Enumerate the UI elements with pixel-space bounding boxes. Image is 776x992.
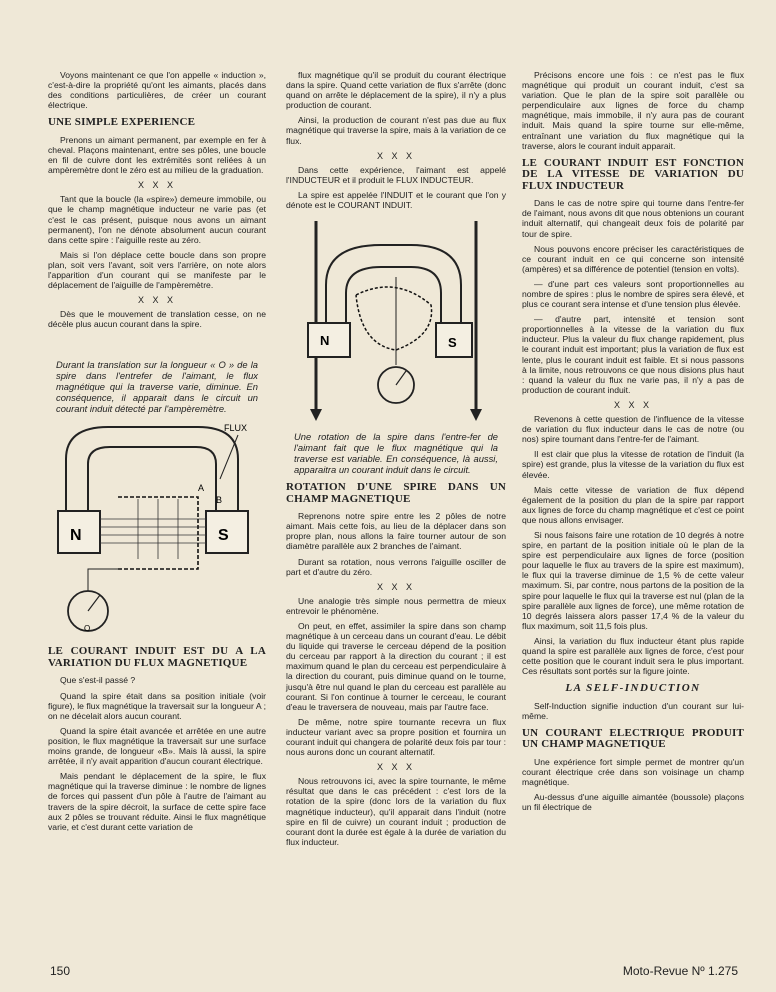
column-1 xyxy=(48,70,266,837)
pole-S-label: S xyxy=(218,527,229,545)
paragraph: Mais si l'on déplace cette boucle dans son propre plan, soit vers l'avant, soit vers l'arrière, on note alors l'apparition d'un courant qui se manifeste par le déplacement de l'aiguille de l'ampèremètre. xyxy=(48,249,266,291)
paragraph: — d'une part ces valeurs sont proportionnelles au nombre de spires : plus le nombre de spires sera élevé, et plus ce courant sera intense et d'une tension plus élevée. xyxy=(522,278,744,310)
paragraph: On peut, en effet, assimiler la spire dans son champ magnétique à un cerceau dans un courant d'eau. Le débit du liquide qui traverse le cerceau dépend de la position du cerceau par rapport à la direction du courant ; il est maximum quand le plan du cerceau est perpendiculaire à la direction du courant, puis diminue quand on le tourne, jusqu'à être nul quand le plan du cerceau est parallèle au courant. Si l'on continue à tourner le cerceau, le courant d'eau le traversera de nouveau, mais par l'autre face. xyxy=(286,620,506,712)
paragraph: — d'autre part, intensité et tension sont proportionnelles à la vitesse de la variation du flux inducteur. Plus la valeur du flux change rapidement, plus le courant induit est important; plus la variation de flux est lente, plus le courant induit est faible. Et si nous passons à la limite, nous retrouvons ce que nous disions plus haut : quand la valeur du flux ne varie pas, il n'y a pas de production de courant induit. xyxy=(522,314,744,395)
paragraph: flux magnétique qu'il se produit du courant électrique dans la spire. Quand cette variation de flux s'arrête (donc quand on arrête le déplacement de la spire), il n'y a plus production de courant. xyxy=(286,70,506,111)
paragraph: Il est clair que plus la vitesse de rotation de l'induit (la spire) est grande, plus la vitesse de la variation du flux est élevée. xyxy=(522,449,744,480)
figure-caption: Une rotation de la spire dans l'entre-fer de l'aimant fait que le flux magnétique qui la traverse est variable. En conséquence, là aussi, apparaitra un courant induit dans le circuit. xyxy=(294,431,498,476)
zero-label: O xyxy=(84,624,91,634)
paragraph: Mais pendant le déplacement de la spire, le flux magnétique qui la traverse diminue : le nombre de lignes de forces qui passent d'un pôle à l'autre de l'aimant au travers de la spire décroit, la surface de cette spire face aux 2 pôles se trouvant réduite. Ainsi le flux magnétique varie, et c'est durant cette variation de xyxy=(48,771,266,832)
column-3 xyxy=(522,70,744,817)
paragraph: Prenons un aimant permanent, par exemple en fer à cheval. Plaçons maintenant, entre ses pôles, une boucle en fil de cuivre dont les extrémités sont reliées à un ampèremètre dont le zéro est au milieu de la graduation. xyxy=(48,134,266,176)
section-separator: X X X xyxy=(613,399,652,410)
paragraph: Nous pouvons encore préciser les caractéristiques de ce courant induit en ce qui concerne son intensité (ampères) et sa différence de potentiel (tension en volts). xyxy=(522,243,744,274)
section-separator: X X X xyxy=(137,295,176,306)
figure-rotation xyxy=(286,215,506,425)
heading-induced-current-variation: LE COURANT INDUIT EST DU A LA VARIATION DU FLUX MAGNETIQUE xyxy=(48,645,266,669)
paragraph: Durant sa rotation, nous verrons l'aiguille osciller de part et d'autre du zéro. xyxy=(286,556,506,577)
paragraph: Dès que le mouvement de translation cesse, on ne décèle plus aucun courant dans la spire. xyxy=(48,309,266,330)
paragraph: Une analogie très simple nous permettra de mieux entrevoir le phénomène. xyxy=(286,595,506,616)
paragraph: Reprenons notre spire entre les 2 pôles de notre aimant. Mais cette fois, au lieu de la déplacer dans son propre plan, nous allons la faire tourner autour de son diamètre parallèle aux 2 branches de l'aimant. xyxy=(286,511,506,552)
paragraph: Si nous faisons faire une rotation de 10 degrés à notre spire, en partant de la position initiale où le plan de la spire est perpendiculaire aux lignes de force (position pour laquelle le flux au travers de la spire est maximum), le flux qui la traverse diminue de 1,5 % de cette valeur maximum. Si, par contre, nous partons de la position de la spire pour laquelle le flux qui la traverse est nul (plan de la spire parallèle aux lignes de force), une même rotation de 10 degrés laissera alors passer 17,4 % de la valeur du flux maximum, soit 11,5 fois plus. xyxy=(522,529,744,631)
paragraph: De même, notre spire tournante recevra un flux inducteur variant avec sa propre position et fournira un courant induit qui changera de polarité deux fois par tour : nous aurons donc un courant alternatif. xyxy=(286,716,506,758)
figure-translation xyxy=(48,419,266,639)
paragraph: Dans le cas de notre spire qui tourne dans l'entre-fer de l'aimant, nous avons dit que nous obtenions un courant induit alternatif, qui changeait deux fois de polarité par tour de spire. xyxy=(522,198,744,239)
heading-simple-experience: UNE SIMPLE EXPERIENCE xyxy=(48,116,196,129)
paragraph: Voyons maintenant ce que l'on appelle « induction », c'est-à-dire la propriété qu'ont les aimants, placés dans des conditions particulières, de créer un courant électrique. xyxy=(48,70,266,111)
paragraph: Self-Induction signifie induction d'un courant sur lui-même. xyxy=(522,700,744,721)
page-number: 150 xyxy=(50,964,71,978)
section-separator: X X X xyxy=(376,762,415,773)
pole-N-label: N xyxy=(320,333,330,349)
paragraph: Dans cette expérience, l'aimant est appelé l'INDUCTEUR et il produit le FLUX INDUCTEUR. xyxy=(286,164,506,185)
heading-rotation: ROTATION D'UNE SPIRE DANS UN CHAMP MAGNETIQUE xyxy=(286,481,506,505)
paragraph: Quand la spire était dans sa position initiale (voir figure), le flux magnétique la traversait sur la longueur A ; on ne décelait alors aucun courant. xyxy=(48,690,266,721)
paragraph: Ainsi, la production de courant n'est pas due au flux magnétique qui traverse la spire, mais à la variation de ce flux. xyxy=(286,115,506,146)
flux-label: FLUX xyxy=(224,423,248,434)
paragraph: Revenons à cette question de l'influence de la vitesse de variation du flux inducteur dans le cas de notre (ou nos) spire tournant dans l'entre-fer de l'aimant. xyxy=(522,414,744,445)
paragraph: Nous retrouvons ici, avec la spire tournante, le même résultat que dans le cas précédent : c'est lors de la rotation de la spire (donc lors de la variation du flux magnétique inducteur), qu'il apparait dans l'induit (notre spire en fil de cuivre) un courant induit ; production de courant dont la durée est égale à la durée de variation du flux inducteur. xyxy=(286,776,506,847)
magazine-issue: Moto-Revue Nº 1.275 xyxy=(622,964,738,978)
paragraph: Précisons encore une fois : ce n'est pas le flux magnétique qui produit un courant induit, c'est sa variation. Que le plan de la spire soit parallèle ou perpendiculaire aux lignes de force du champ magnétique, mais immobile, il n'y aura pas de courant induit. Mais quand la spire tourne sur elle-même, entraînant une variation du flux magnétique qui la traverse, alors le courant induit apparait. xyxy=(522,70,744,151)
paragraph: Mais cette vitesse de variation de flux dépend également de la position du plan de la spire par rapport aux lignes de force du champ magnétique et c'est ce point que nous allons envisager. xyxy=(522,484,744,525)
length-A-label: A xyxy=(198,483,205,494)
section-separator: X X X xyxy=(137,180,176,191)
paragraph: Que s'est-il passé ? xyxy=(60,675,136,686)
column-2 xyxy=(286,70,506,852)
paragraph: Tant que la boucle (la «spire») demeure immobile, ou que le champ magnétique inducteur ne varie pas (et c'est le cas présent, puisque nous avons un aimant permanent), l'on ne dénote absolument aucun courant dans cette spire : l'aiguille reste au zéro. xyxy=(48,194,266,245)
length-B-label: B xyxy=(216,495,223,506)
pole-N-label: N xyxy=(70,527,82,545)
pole-S-label: S xyxy=(448,335,457,351)
paragraph: Une expérience fort simple permet de montrer qu'un courant électrique crée dans son voisinage un champ magnétique. xyxy=(522,756,744,788)
paragraph: Ainsi, la variation du flux inducteur étant plus rapide quand la spire est parallèle aux lignes de force, c'est pour cette position que le courant induit sera le plus important. Ces résultats sont portés sur la figure jointe. xyxy=(522,635,744,677)
paragraph: Au-dessus d'une aiguille aimantée (boussole) plaçons un fil électrique de xyxy=(522,792,744,813)
figure-caption: Durant la translation sur la longueur « O » de la spire dans l'entrefer de l'aimant, le flux magnétique qui la traverse varie, diminue. En conséquence, il apparait dans le circuit un courant induit détecté par l'ampèremètre. xyxy=(56,359,258,415)
section-separator: X X X xyxy=(376,150,415,161)
paragraph: La spire est appelée l'INDUIT et le courant que l'on y dénote est le COURANT INDUIT. xyxy=(286,189,506,211)
section-separator: X X X xyxy=(376,581,415,592)
heading-speed-variation: LE COURANT INDUIT EST FONCTION DE LA VITESSE DE VARIATION DU FLUX INDUCTEUR xyxy=(522,156,744,192)
heading-self-induction: LA SELF-INDUCTION xyxy=(565,682,701,695)
paragraph: Quand la spire était avancée et arrêtée en une autre position, le flux magnétique la traversait sur une surface moins grande, de longueur «B». Mais là aussi, la spire arrêtée, il n'y avait apparition d'aucun courant électrique. xyxy=(48,725,266,767)
heading-current-produces-field: UN COURANT ELECTRIQUE PRODUIT UN CHAMP MAGNETIQUE xyxy=(522,726,744,751)
